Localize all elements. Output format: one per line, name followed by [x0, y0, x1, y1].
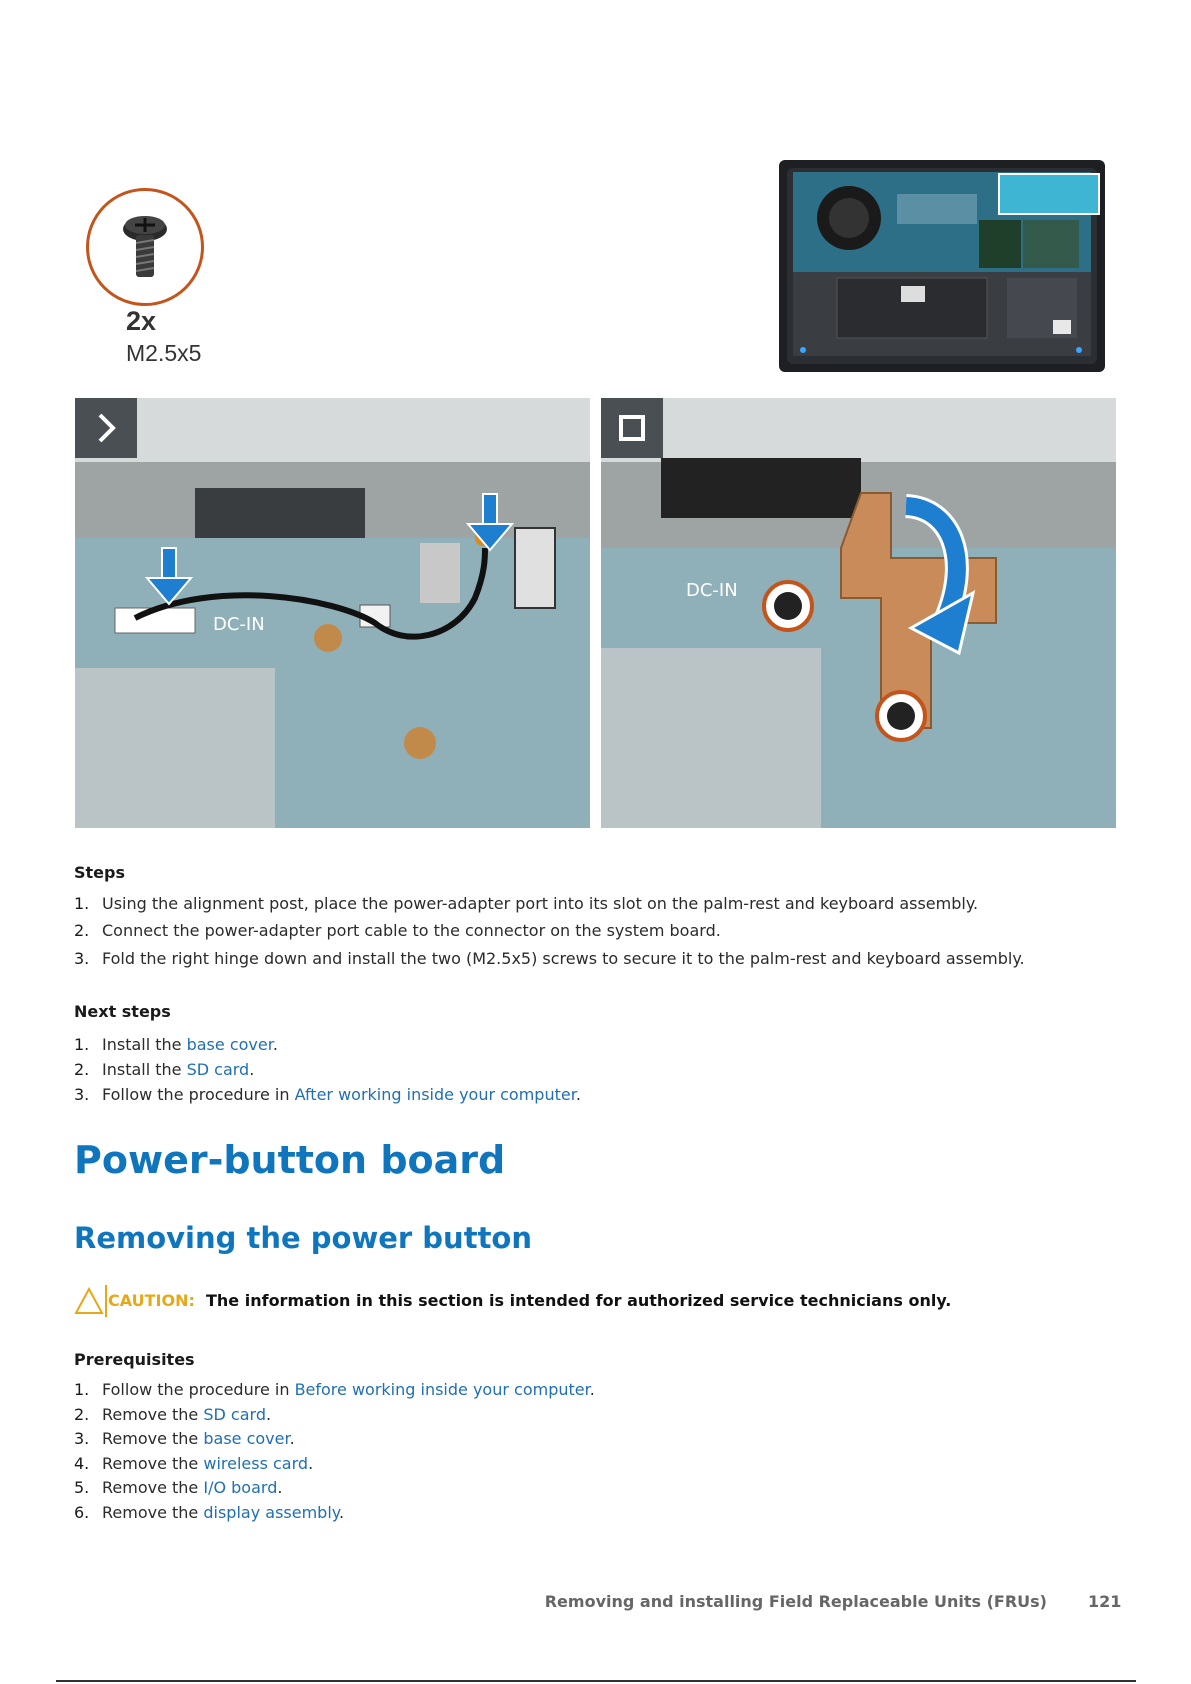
list-item: 5. Remove the I/O board. [74, 1478, 283, 1497]
step-photo-hinge-screws [601, 398, 1116, 828]
subsection-title: Removing the power button [74, 1221, 532, 1255]
next-steps-heading: Next steps [74, 1002, 171, 1021]
footer-divider [56, 1680, 1136, 1682]
next-steps-list [74, 1035, 581, 1110]
link-after-working-inside[interactable]: After working inside your computer [294, 1085, 576, 1104]
link-sd-card[interactable]: SD card [203, 1405, 266, 1424]
screw-callout [86, 188, 246, 378]
list-item: 1. Follow the procedure in Before working inside your computer. [74, 1380, 595, 1399]
list-item: 2. Remove the SD card. [74, 1405, 272, 1424]
caution-text: The information in this section is intended for authorized service technicians only. [206, 1291, 952, 1310]
list-item: 1. Install the base cover. [74, 1035, 278, 1054]
stop-square-icon [601, 398, 663, 458]
list-item: 2. Install the SD card. [74, 1060, 255, 1079]
dc-in-label-left: DC-IN [213, 614, 265, 635]
steps-list [74, 894, 1025, 976]
prerequisites-heading: Prerequisites [74, 1350, 195, 1369]
page-number: 121 [1088, 1592, 1122, 1611]
laptop-overview-image [779, 160, 1105, 372]
link-base-cover[interactable]: base cover [203, 1429, 290, 1448]
link-io-board[interactable]: I/O board [203, 1478, 278, 1497]
footer-chapter-title: Removing and installing Field Replaceable Units (FRUs) [544, 1592, 1047, 1611]
chevron-right-icon [75, 398, 137, 458]
list-item: 1. Using the alignment post, place the power-adapter port into its slot on the palm-rest and keyboard assembly. [74, 894, 979, 913]
step-photo-power-adapter-port [75, 398, 590, 828]
list-item: 4. Remove the wireless card. [74, 1454, 314, 1473]
link-display-assembly[interactable]: display assembly [203, 1503, 339, 1522]
list-item: 2. Connect the power-adapter port cable to the connector on the system board. [74, 921, 721, 940]
warning-triangle-icon [74, 1285, 108, 1317]
section-title: Power-button board [74, 1138, 506, 1182]
list-item: 6. Remove the display assembly. [74, 1503, 345, 1522]
list-item: 3. Follow the procedure in After working inside your computer. [74, 1085, 581, 1104]
prerequisites-list [74, 1380, 595, 1528]
screw-icon [86, 188, 204, 306]
link-wireless-card[interactable]: wireless card [203, 1454, 309, 1473]
list-item: 3. Fold the right hinge down and install the two (M2.5x5) screws to secure it to the palm-rest and keyboard assembly. [74, 949, 1025, 968]
screw-count: 2x [126, 306, 157, 336]
screw-size: M2.5x5 [126, 340, 202, 366]
link-sd-card[interactable]: SD card [186, 1060, 250, 1079]
caution-label: CAUTION: [108, 1291, 195, 1310]
list-item: 3. Remove the base cover. [74, 1429, 295, 1448]
dc-in-label-right: DC-IN [686, 580, 738, 601]
link-base-cover[interactable]: base cover [186, 1035, 273, 1054]
link-before-working-inside[interactable]: Before working inside your computer [294, 1380, 590, 1399]
steps-heading: Steps [74, 863, 125, 882]
